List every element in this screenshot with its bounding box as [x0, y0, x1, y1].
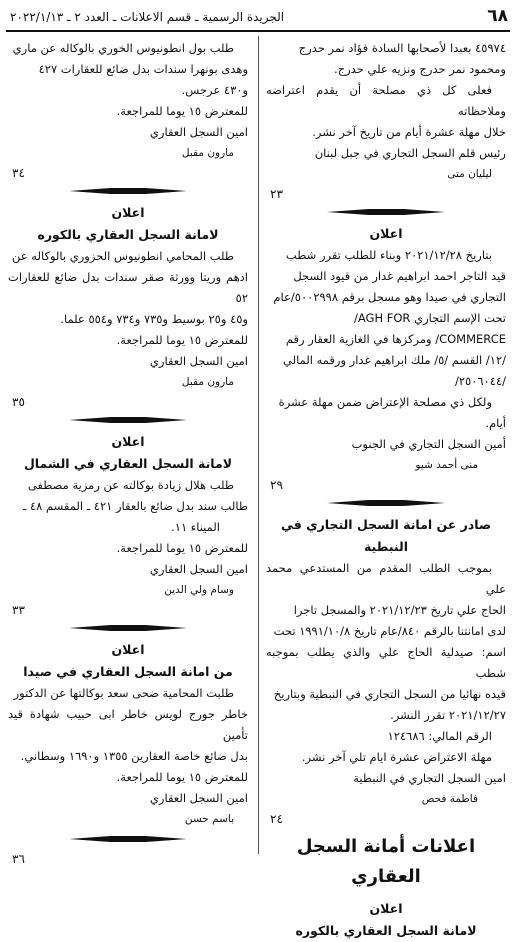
signer-title: رئيس قلم السجل التجاري في جبل لبنان [314, 146, 506, 160]
text-line: تحت الإسم التجاري AGH FOR/ [354, 311, 506, 325]
signer-name: ليليان متى [447, 168, 492, 180]
signer-name: باسم حسن [184, 813, 234, 825]
notice-title: اعلان [369, 226, 403, 241]
separator-ornament [327, 207, 445, 217]
text-line: قيده نهائيا من السجل التجاري في النبطية وبتاريخ [273, 687, 506, 701]
header-rule [6, 30, 510, 32]
signer-title: أمين السجل التجاري في الجنوب [351, 437, 506, 451]
page-header [6, 4, 510, 28]
text-line: /٢٥٠٦٠٤٤/ [455, 374, 506, 388]
signer-name: مارون مقبل [181, 147, 234, 159]
text-line: ٤٥٩٧٤ بعبدا لأصحابها السادة فؤاد نمر حدرج [298, 41, 506, 55]
signer-name: مارون مقبل [181, 376, 234, 388]
right-column [266, 38, 506, 942]
text-line: ومحمود نمر حدرج ونزيه علي حدرج. [334, 62, 506, 76]
objection-note: للمعترض ١٥ يوما للمراجعة. [116, 541, 248, 555]
objection-note: للمعترض ١٥ يوما للمراجعة. [116, 770, 248, 784]
text-line: خاطر جورج لويس خاطر ابى حبيب شهادة قيد تأمين [8, 707, 248, 742]
text-line: و٤٥ و٢٥ بوسيط و٧٣٥ و٧٣٤ و٥٥٤ علما. [60, 312, 248, 326]
notice-number: ٣٤ [12, 166, 25, 180]
text-line: لدى امانتنا بالرقم ٨٤٠/عام تاريخ ١٩٩١/١٠/٨ تحت [273, 624, 506, 638]
text-line: ٢٠٢١/١٢/٢٧ تقرر النشر. [390, 708, 506, 722]
separator-ornament [327, 498, 445, 508]
text-line: اسم: صيدلية الحاج علي والذي يطلب بموجبه شطب [266, 645, 506, 680]
fiscal-number: الرقم المالي: ١٢٤٦٨٦ [387, 729, 492, 743]
text-line: الحاج علي تاريخ ٢٠٢١/١٢/٢٣ والمسجل تاجرا [293, 603, 506, 617]
notice-number: ٢٩ [270, 478, 283, 492]
text-line: خلال مهلة عشرة أيام من تاريخ آخر نشر. [312, 125, 506, 139]
signer-name: منى أحمد شيو [415, 459, 478, 471]
text-line: طلبت المحامية ضحى سعد بوكالتها عن الدكتور [13, 686, 234, 700]
text-line: /١٢/ القسم /٥/ ملك ابراهيم غدار ورقمه المالي [282, 353, 506, 367]
notice-title: اعلان [111, 205, 145, 220]
separator-ornament [69, 186, 187, 196]
notice-number: ٢٣ [270, 187, 283, 201]
notice-number: ٣٥ [12, 395, 25, 409]
text-line: COMMERCE/ ومركزها في الغازية العقار رقم [285, 332, 506, 346]
separator-ornament [69, 623, 187, 633]
signer-title: امين السجل العقاري [149, 562, 248, 576]
left-column [8, 38, 248, 868]
notice-24 [266, 514, 506, 828]
signer-title: امين السجل العقاري [149, 354, 248, 368]
text-line: قيد التاجر احمد ابراهيم غدار من قيود السجل [293, 269, 506, 283]
text-line: التجاري في صيدا وهو مسجل برقم ٥٠٠٢٩٩٨/عام [273, 290, 506, 304]
notice-36 [8, 639, 248, 868]
notice-33 [8, 431, 248, 619]
separator-ornament [69, 834, 187, 844]
text-line: طلب بول انطونيوس الخوري بالوكاله عن ماري [12, 41, 234, 55]
signer-title: امين السجل التجاري في النبطية [353, 771, 506, 785]
notice-number: ٢٤ [270, 812, 283, 826]
text-line: ولكل ذي مصلحة الإعتراض ضمن مهلة عشرة [278, 395, 492, 409]
signer-title: امين السجل العقاري [149, 791, 248, 805]
signer-title: امين السجل العقاري [149, 125, 248, 139]
separator-ornament [69, 415, 187, 425]
section-heading: اعلانات أمانة السجل العقاري [296, 836, 476, 887]
objection-note: للمعترض ١٥ يوما للمراجعة. [116, 333, 248, 347]
text-line: أيام. [485, 416, 506, 430]
text-line: فعلى كل ذي مصلحة أن يقدم اعتراضه وملاحظاته [266, 83, 506, 118]
notice-title: صادر عن امانة السجل التجاري في النبطية [280, 517, 492, 554]
running-title: الجريدة الرسمية ـ قسم الاعلانات ـ العدد ٢ ـ ٢٠٢٢/١/١٣ [10, 10, 285, 24]
objection-note: للمعترض ١٥ يوما للمراجعة. [116, 104, 248, 118]
text-line: بدل ضائع خاصة العقارين ١٣٥٥ و١٦٩٠ وسطاني. [20, 749, 248, 763]
text-line: ادهم وريتا وورثة صقر سندات بدل ضائع للعقارات ٥٢ [8, 270, 248, 305]
text-line: الميناء ١١. [171, 520, 220, 534]
column-divider [258, 36, 259, 854]
page-number: ٦٨ [487, 6, 508, 26]
text-line: وهدى بونهرا سندات بدل ضائع للعقارات ٤٢٧ [38, 62, 248, 76]
objection-deadline: مهلة الاعتراض عشرة ايام تلي آخر نشر. [301, 750, 492, 764]
text-line: بتاريخ ٢٠٢١/١٢/٢٨ وبناء للطلب تقرر شطب [285, 248, 492, 262]
notice-subtitle: لامانة السجل العقاري بالكوره [37, 227, 219, 242]
notice-29 [266, 223, 506, 494]
notice-subtitle: لامانة السجل العقاري بالكوره [295, 923, 477, 938]
text-line: بموجب الطلب المقدم من المستدعي محمد علي [266, 561, 506, 596]
notice-number: ٣٣ [12, 603, 25, 617]
signer-name: فاطمة فحص [421, 793, 478, 805]
notice-number: ٣٦ [12, 852, 25, 866]
notice-title: اعلان [369, 901, 403, 916]
notice-title: اعلان [111, 642, 145, 657]
signer-name: وسام ولي الدين [164, 584, 234, 596]
notice-title: اعلان [111, 434, 145, 449]
text-line: طالب سند بدل ضائع بالعقار ٤٢١ ـ المقسم ٤٨ ـ [22, 499, 248, 513]
text-line: و٤٣٠ عرجس. [181, 83, 248, 97]
text-line: طلب هلال زيادة بوكالته عن رمزية مصطفى [27, 478, 234, 492]
text-line: طلب المحامي انطونيوس الحزوري بالوكاله عن [12, 249, 234, 263]
notice-35 [8, 202, 248, 411]
notice-subtitle: من امانة السجل العقاري في صيدا [23, 664, 233, 679]
notice-subtitle: لامانة السجل العقاري في الشمال [23, 456, 233, 471]
